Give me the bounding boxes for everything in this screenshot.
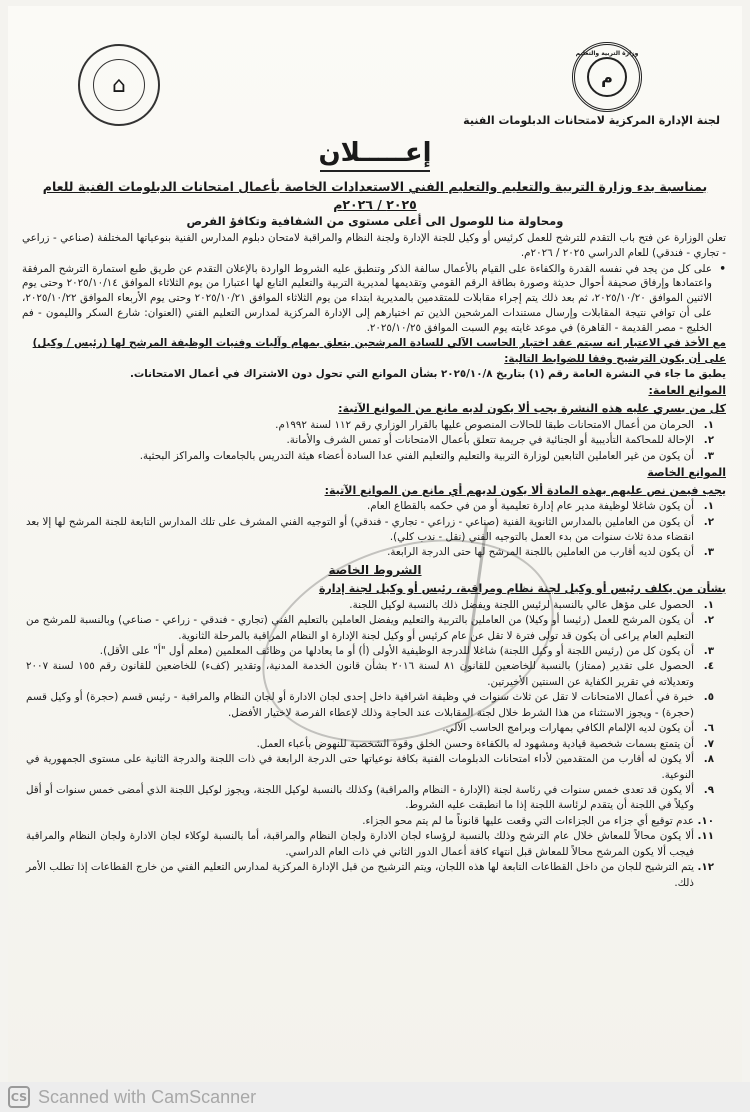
document-page [8,6,742,1106]
list-item: ٧. أن يتمتع بسمات شخصية قيادية ومشهود له بالكفاءة وحسن الخلق وقوة الشخصية للنهوض بأعباء العمل. [256,737,714,750]
emblem-logo [78,44,160,126]
list-item: ٥. خبرة في أعمال الامتحانات لا تقل عن ثلاث سنوات في وظيفة اشرافية داخل إحدى لجان الادارة أو لجان النظام والمراقبة - رئيس قسم (حجرة) أو وكيل قسم (حجرة) - ويجوز الاستثناء من هذا الشرط خلال لجنة المقابلات عند الحاجة وذلك لإعطاء الفرصة لاختيار الأفضل. [26,691,714,719]
bullet-text: على كل من يجد في نفسه القدرة والكفاءة على القيام بالأعمال سالفة الذكر وتنطبق عليه الشروط الواردة بالإعلان التقدم عن طريق طبع استمارة الترشح المرفقة واعتمادها وإرفاق صحيفة أحوال حديثة وصورة بطاقة الرقم القومي وتقديمها لمديرية التربية والتعليم التابع لها اعتبارا من يوم الثلاثاء الموافق ٢٠٢٥/١٠/١٤ وحتى يوم الاثنين الموافق ٢٠٢٥/١٠/٢٠، ثم بعد ذلك يتم إجراء مقابلات للمتقدمين بالمديرية ابتداء من يوم الثلاثاء الموافق ٢٠٢٥/١٠/٢١ وحتى يوم الأربعاء الموافق ٢٠٢٥/١٠/٢٢، على أن توافي نتيجة المقابلات وإرسال مستندات المرشحين الذين تم اختيارهم إلى الإدارة المركزية لمدارس التعليم الفني (العنوان: شارع السكر والليمون - فم الخليج - مصر القديمة - القاهرة) في موعد غايته يوم السبت الموافق ٢٠٢٥/١٠/٢٥. [22,262,713,335]
list-item: ٦. أن يكون لديه الإلمام الكافي بمهارات وبرامج الحاسب الآلي. [442,722,714,735]
computer-test-note: مع الأخذ في الاعتبار انه سيتم عقد اختبار الحاسب الآلي للسادة المرشحين يتعلق بمهام وآليات وفنيات الوظيفة المرشح لها (رئيس / وكيل) [32,337,726,350]
special-conditions-subheading: بشأن من يكلف رئيس أو وكيل لجنة نظام ومراقبة، رئيس أو وكيل لجنة إدارة [318,582,726,596]
emblem-icon: ⌂ [93,59,145,111]
list-item: ٤. الحصول على تقدير (ممتاز) بالنسبة للخاضعين للقانون ٨١ لسنة ٢٠١٦ بشأن قانون الخدمة المدنية، وتقدير (كفء) للخاضعين للقانون رقم ١٥٥ لسنة ٢٠٠٧ وتعديلاته في تقرير الكفاية عن السنتين الأخيرتين. [26,660,714,688]
intro-paragraph: تعلن الوزارة عن فتح باب التقدم للترشح للعمل كرئيس أو وكيل للجنة الإدارة ولجنة النظام والمراقبة لامتحان دبلوم المدارس الفنية بنوعياتها المختلفة (صناعي - زراعي - تجاري - فندقي) للعام الدراسي ٢٠٢٥ / ٢٠٢٦م. [22,232,726,260]
announcement-title: إعـــــلان [318,138,432,168]
general-impediments-heading: الموانع العامة: [648,384,726,398]
list-item: ٨. ألا يكون له أقارب من المتقدمين لأداء امتحانات الدبلومات الفنية بكافة نوعياتها حتى الدرجة الرابعة في ذات اللجنة والدرجة الثانية على مستوى الجمهورية في النوعية. [26,753,714,781]
bulletin-reference: يطبق ما جاء في النشرة العامة رقم (١) بتاريخ ٢٠٢٥/١٠/٨ بشأن الموانع التي تحول دون الاشتراك في أعمال الامتحانات. [130,368,726,381]
camscanner-watermark: Scanned with CamScanner [38,1086,257,1107]
subtitle-transparency: ومحاولة منا للوصول الى أعلى مستوى من الشفافية وتكافؤ الفرص [186,214,564,228]
list-item: ٢. أن يكون المرشح للعمل (رئيسا أو وكيلا) من العاملين بالتربية والتعليم ويفضل العاملين بالتعليم الفني (تجاري - فندقي - زراعي - صناعي) وبالنسبة للمرشح من التعليم العام يراعى أن يكون قد تولى فترة لا تقل عن عام كرئيس أو وكيل لجنة الإدارة او النظام المراقبة بالمرحلة الثانوية. [26,614,714,642]
organization-name: لجنة الإدارة المركزية لامتحانات الدبلومات الفنية [463,114,720,127]
seal-mark: م [587,57,627,97]
list-item: ١٠. عدم توقيع أي جزاء من الجزاءات التي وقعت عليها قانوناً ما لم يتم محو الجزاء. [362,814,714,827]
general-impediments-subheading: كل من يسري عليه هذه النشرة يجب ألا يكون لديه مانع من الموانع الآتية: [338,402,726,416]
list-item: ٩. ألا يكون قد تعدى خمس سنوات في رئاسة لجنة (الإدارة - النظام والمراقبة) وكذلك بالنسبة لوكيل اللجنة، ويجوز لوكيل اللجنة الذي أمضى خمس سنوات أو أقل وكيلاً في اللجنة أن يتقدم لرئاسة اللجنة إذا ما انطبقت عليه الشروط. [26,783,714,812]
special-impediments-subheading: يجب فيمن نص عليهم بهذه المادة ألا يكون لديهم أي مانع من الموانع الآتية: [324,483,726,497]
bullet-icon: • [719,262,726,275]
application-bullet [8,262,742,337]
document-header [8,6,742,134]
list-item: ٣. أن يكون من غير العاملين التابعين لوزارة التربية والتعليم والتعليم الفني عدا السادة أعضاء هيئة التدريس بالجامعات والمراكز البحثية. [139,449,714,462]
list-item: ٣. أن يكون كل من (رئيس اللجنة أو وكيل اللجنة) شاغلا للدرجة الوظيفية الأولى (أ) أو ما يعادلها من وظائف المعلمين (معلم أول "أ" على الأقل). [99,645,714,658]
subtitle-occasion: بمناسبة بدء وزارة التربية والتعليم والتعليم الفني الاستعدادات الخاصة بأعمال امتحانات الدبلومات الفنية للعام ٢٠٢٥ / ٢٠٢٦م [42,179,708,212]
list-item: ١. الحرمان من أعمال الامتحانات طبقا للحالات المنصوص عليها بالقرار الوزاري رقم ١١٢ لسنة ١٩٩٢م. [275,418,714,431]
camscanner-icon: CS [8,1086,30,1108]
nomination-rules-note: على أن يكون الترشيح وفقا للضوابط التالية: [504,352,726,365]
special-impediments-heading: الموانع الخاصة [647,465,726,479]
seal-text: وزارة التربية والتعليم [575,50,639,57]
list-item: ١. أن يكون شاغلا لوظيفة مدير عام إدارة تعليمية أو من في حكمه بالقطاع العام. [367,500,714,513]
list-item: ٢. أن يكون من العاملين بالمدارس الثانوية الفنية (صناعي - زراعي - تجاري - فندقي) أو التوجيه الفني المشرف على تلك المدارس التابعة للجنة المرشح لها إلا بعد انقضاء مدة ثلاث سنوات من بدء العمل بالتوجيه الفني (نقل - ندب كلي). [26,515,714,544]
title-underline [320,170,430,172]
list-item: ٢. الإحالة للمحاكمة التأديبية أو الجنائية في جريمة تتعلق بأعمال الامتحانات أو تمس الشرف والأمانة. [286,434,714,447]
list-item: ١٢. يتم الترشيح للجان من داخل القطاعات التابعة لها هذه اللجان، ويتم الترشيح من قبل الإدارة المركزية لمدارس التعليم الفني من خارج القطاعات إذا تطلب الأمر ذلك. [26,861,714,889]
list-item: ١. الحصول على مؤهل عالي بالنسبة لرئيس اللجنة ويفضل ذلك بالنسبة لوكيل اللجنة. [349,598,714,611]
ministry-seal [572,42,642,112]
list-item: ٣. أن يكون لديه أقارب من العاملين باللجنة المرشح لها حتى الدرجة الرابعة. [387,546,714,559]
scanner-footer [0,1082,750,1112]
special-conditions-heading: الشروط الخاصة [328,562,422,577]
list-item: ١١. ألا يكون محالاً للمعاش خلال عام الترشح وذلك بالنسبة لرؤساء لجان الادارة ولجان النظام والمراقبة، أما بالنسبة لوكلاء لجان الادارة ولجان النظام والمراقبة فيجب ألا يكون المرشح محالاً للمعاش قبل انتهاء كافة أعمال الدور الثاني في ذات العام الدراسي. [26,830,714,858]
